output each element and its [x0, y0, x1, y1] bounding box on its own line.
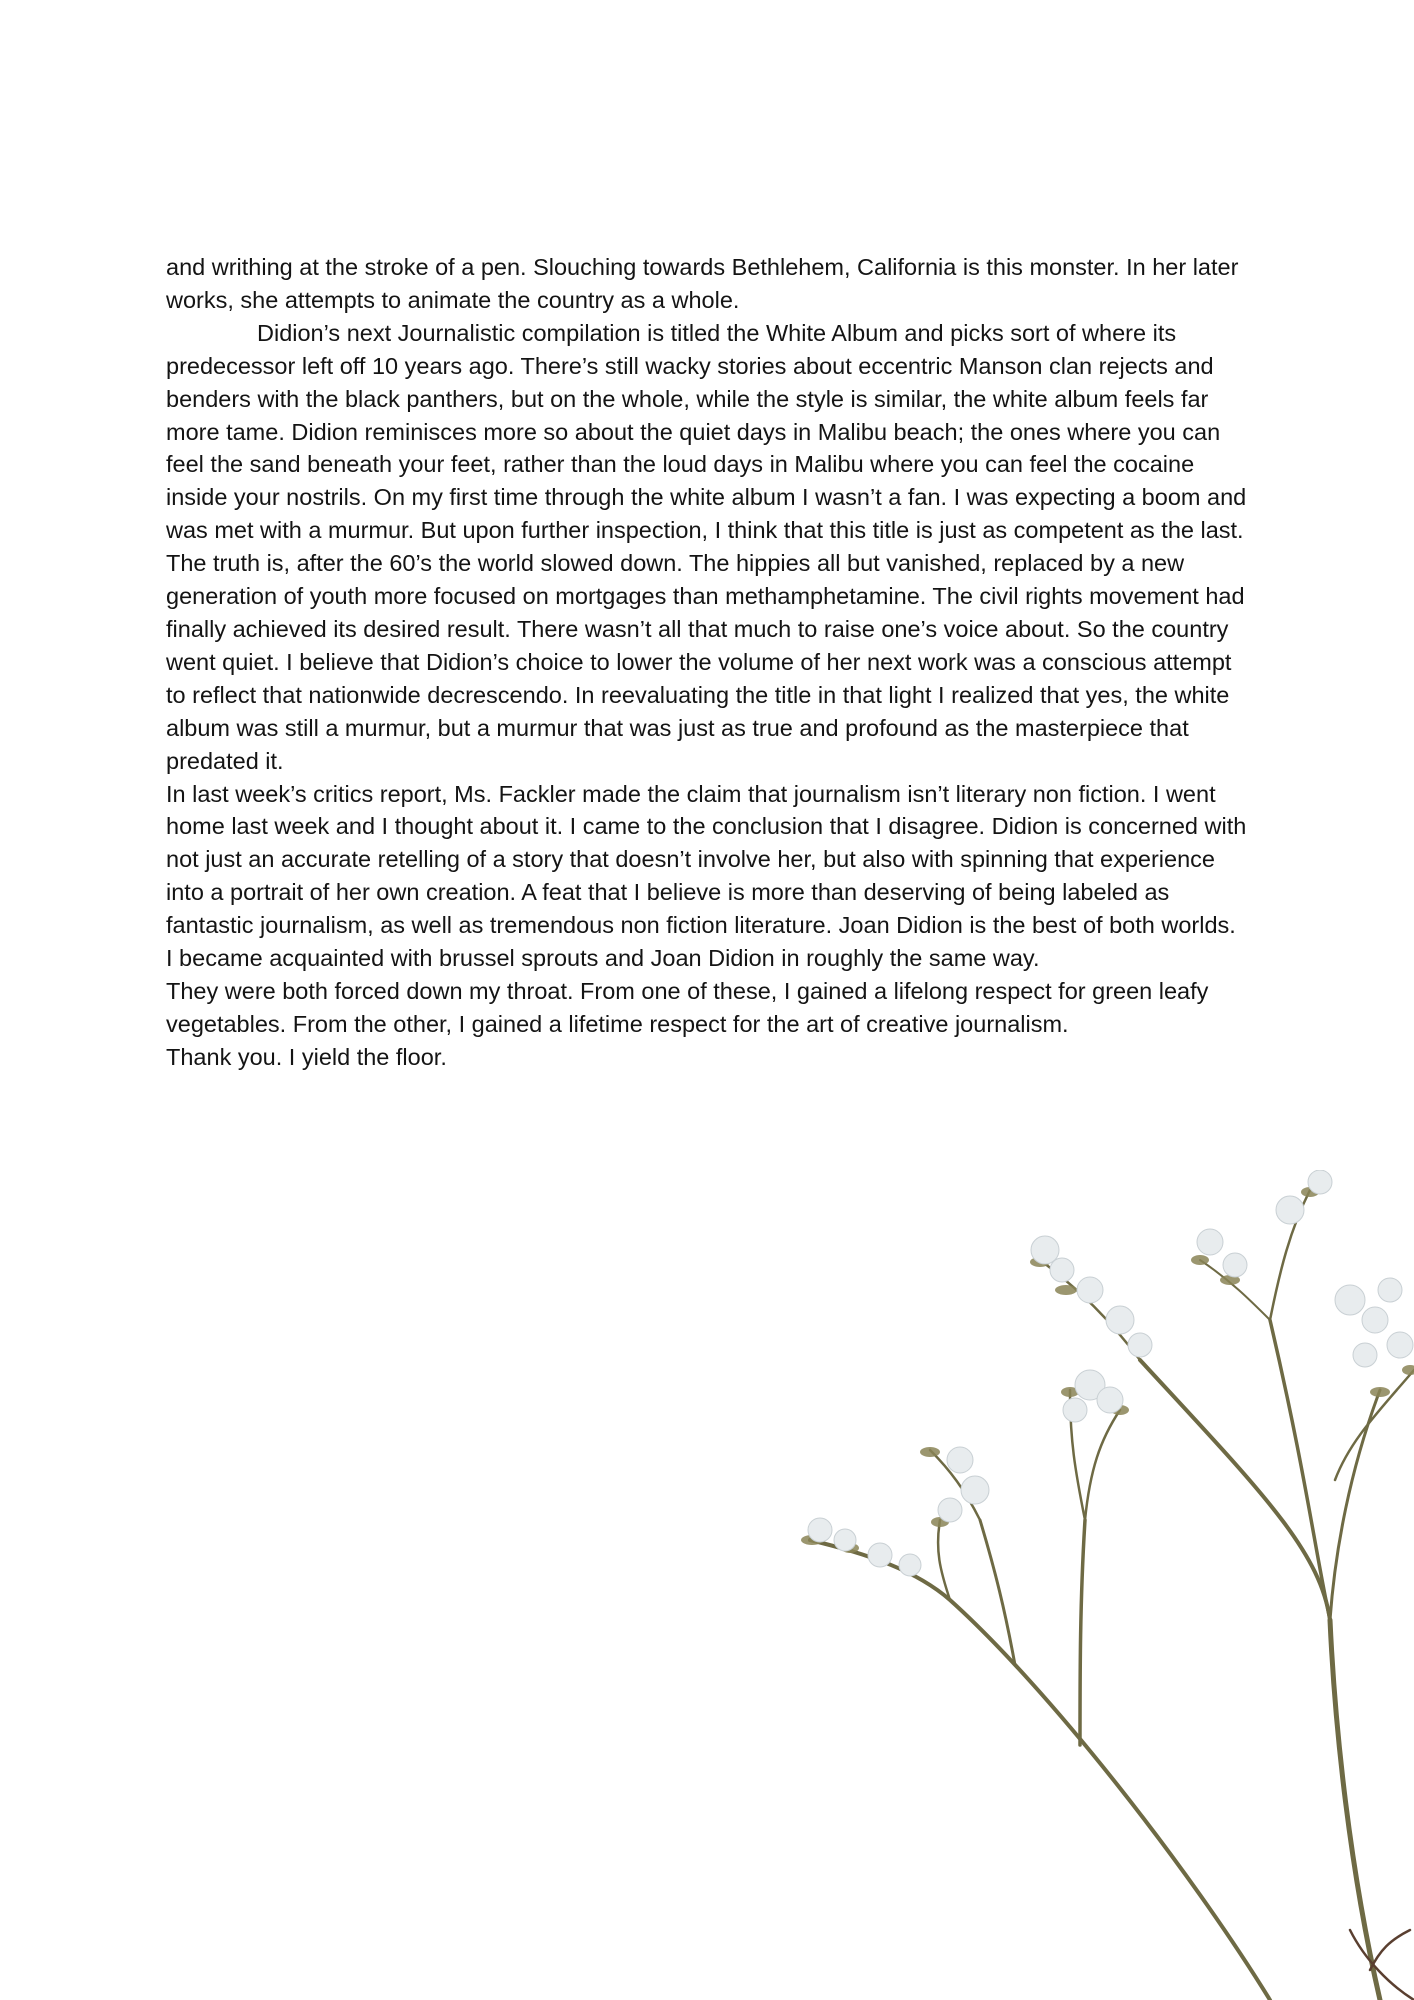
flower-buds — [801, 1187, 1414, 1553]
flower-blossoms — [808, 1170, 1413, 1576]
paragraph-closing: Thank you. I yield the floor. — [166, 1043, 447, 1070]
paragraph-respect: They were both forced down my throat. From one of these, I gained a lifelong respect for green leafy vegetables. From the other, I gained a lifetime respect for the art of creative journalism. — [166, 977, 1209, 1037]
paragraph-white-album: Didion’s next Journalistic compilation is titled the White Album and picks sort of where its predecessor left off 10 years ago. There’s still wacky stories about eccentric Manson clan rejects and benders with the black panthers, but on the whole, while the style is similar, the white album feels far more tame. Didion reminisces more so about the quiet days in Malibu beach; the ones where you can feel the sand beneath your feet, rather than the loud days in Malibu where you can feel the cocaine inside your nostrils. On my first time through the white album I wasn’t a fan. I was expecting a boom and was met with a murmur. But upon further inspection, I think that this title is just as competent as the last. The truth is, after the 60’s the world slowed down. The hippies all but vanished, replaced by a new generation of youth more focused on mortgages than methamphetamine. The civil rights movement had finally achieved its desired result. There wasn’t all that much to raise one’s voice about. So the country went quiet. I believe that Didion’s choice to lower the volume of her next work was a conscious attempt to reflect that nationwide decrescendo. In reevaluating the title in that light I realized that yes, the white album was still a murmur, but a murmur that was just as true and profound as the masterpiece that predated it. — [166, 319, 1247, 774]
paragraph-brussel-sprouts: I became acquainted with brussel sprouts and Joan Didion in roughly the same way. — [166, 945, 1040, 972]
dried-flowers-illustration — [790, 1170, 1414, 2000]
paragraph-critics-report: In last week’s critics report, Ms. Fackler made the claim that journalism isn’t literary non fiction. I went home last week and I thought about it. I came to the conclusion that I disagree. Didion is concerned with not just an accurate retelling of a story that doesn’t involve her, but also with spinning that experience into a portrait of her own creation. A feat that I believe is more than deserving of being labeled as fantastic journalism, as well as tremendous non fiction literature. Joan Didion is the best of both worlds. — [166, 780, 1247, 939]
body-text — [166, 251, 1256, 1074]
paragraph-continuation: and writhing at the stroke of a pen. Slouching towards Bethlehem, California is this monster. In her later works, she attempts to animate the country as a whole. — [166, 254, 1239, 313]
